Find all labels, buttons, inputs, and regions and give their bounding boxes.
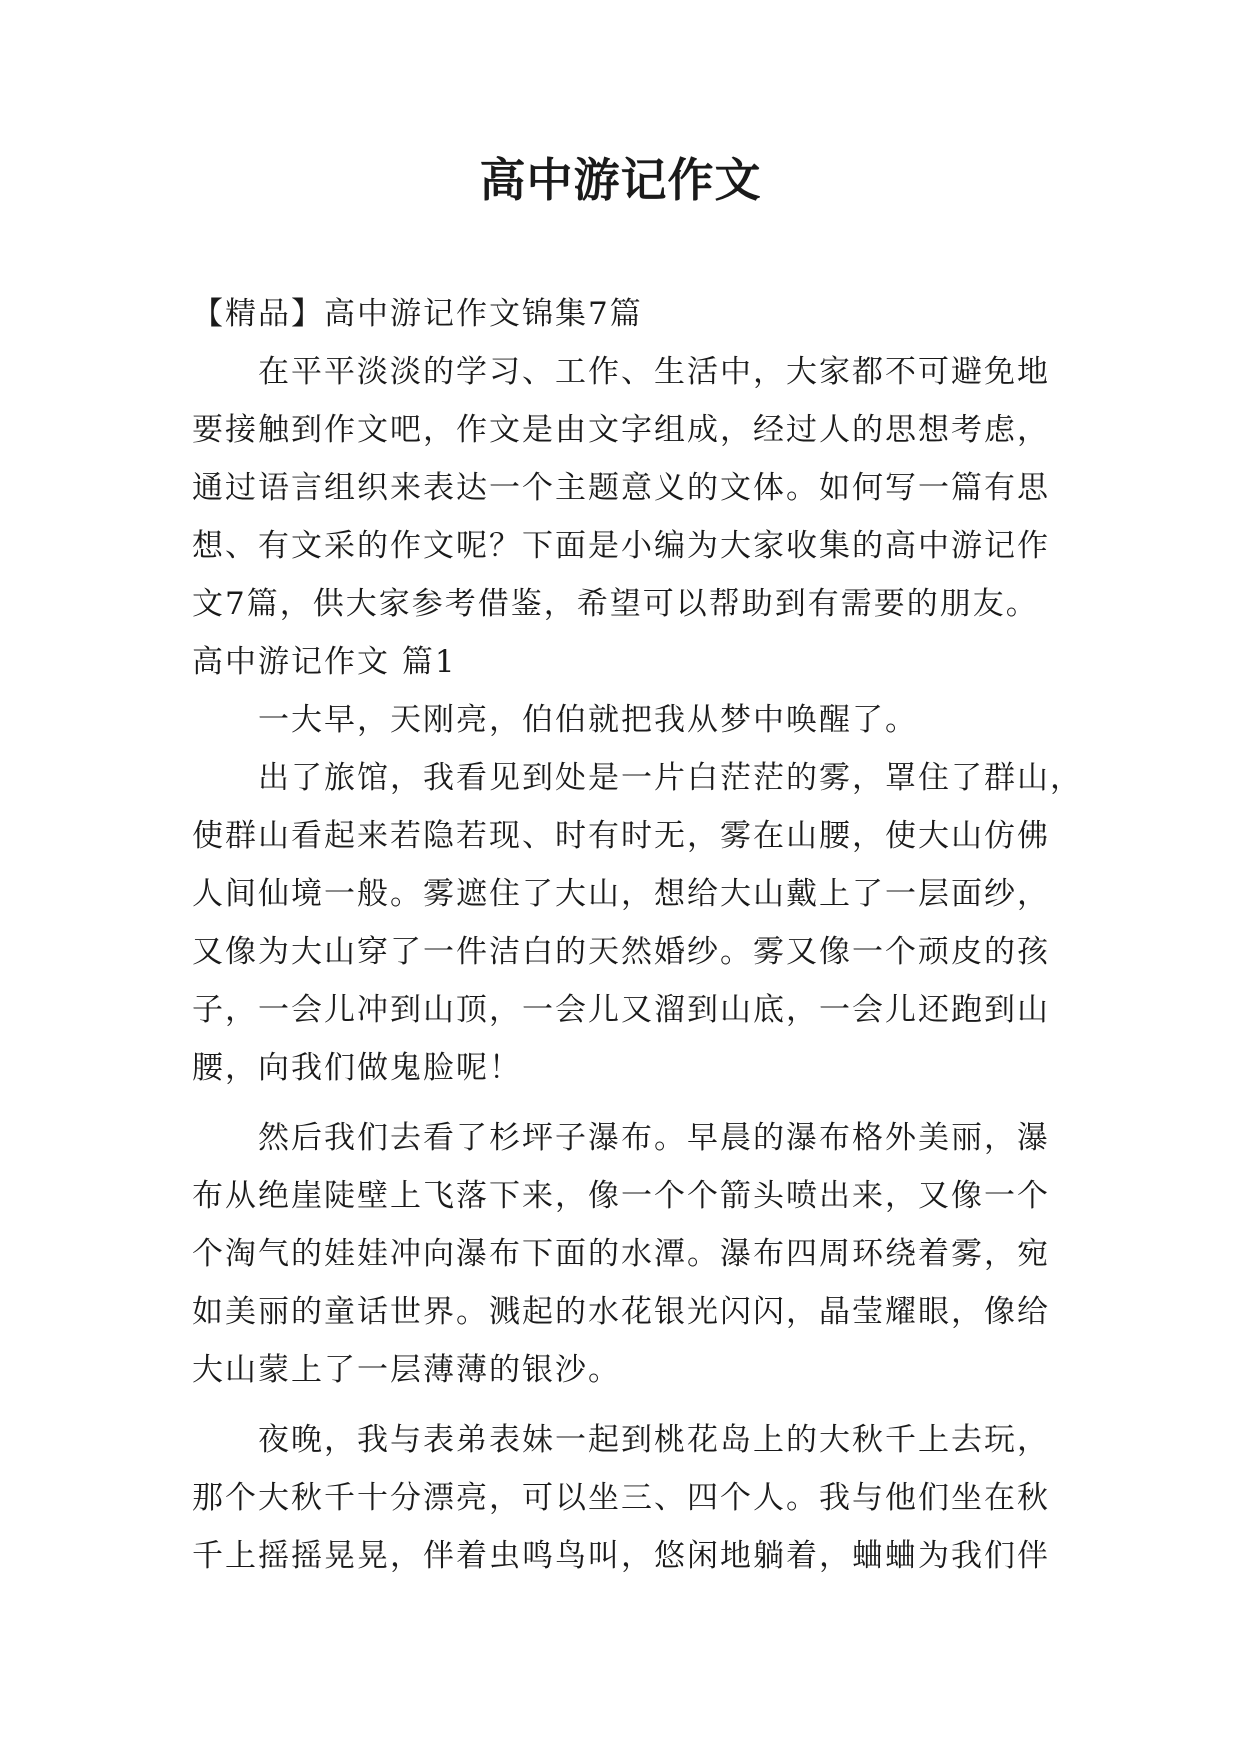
paragraph-line: 出了旅馆，我看见到处是一片白茫茫的雾，罩住了群山， <box>258 760 1083 796</box>
paragraph-line: 想、有文采的作文呢？下面是小编为大家收集的高中游记作 <box>192 528 1050 564</box>
section-heading: 高中游记作文 篇1 <box>192 644 457 680</box>
paragraph-line: 文7篇，供大家参考借鉴，希望可以帮助到有需要的朋友。 <box>192 586 1039 622</box>
paragraph-line: 在平平淡淡的学习、工作、生活中，大家都不可避免地 <box>258 354 1050 390</box>
paragraph-line: 夜晚，我与表弟表妹一起到桃花岛上的大秋千上去玩， <box>258 1422 1050 1458</box>
document-body <box>192 285 1083 1585</box>
paragraph-line: 千上摇摇晃晃，伴着虫鸣鸟叫，悠闲地躺着，蛐蛐为我们伴 <box>192 1538 1050 1574</box>
paragraph-line: 要接触到作文吧，作文是由文字组成，经过人的思想考虑， <box>192 412 1050 448</box>
paragraph-gap <box>192 1399 1072 1411</box>
paragraph-line: 那个大秋千十分漂亮，可以坐三、四个人。我与他们坐在秋 <box>192 1480 1050 1516</box>
paragraph-line: 如美丽的童话世界。溅起的水花银光闪闪，晶莹耀眼，像给 <box>192 1294 1050 1330</box>
paragraph-line: 然后我们去看了杉坪子瀑布。早晨的瀑布格外美丽，瀑 <box>258 1120 1050 1156</box>
paragraph-line: 一大早，天刚亮，伯伯就把我从梦中唤醒了。 <box>258 702 918 738</box>
paragraph-line: 使群山看起来若隐若现、时有时无，雾在山腰，使大山仿佛 <box>192 818 1050 854</box>
paragraph-line: 子，一会儿冲到山顶，一会儿又溜到山底，一会儿还跑到山 <box>192 992 1050 1028</box>
paragraph-line: 又像为大山穿了一件洁白的天然婚纱。雾又像一个顽皮的孩 <box>192 934 1050 970</box>
paragraph-line: 腰，向我们做鬼脸呢！ <box>192 1050 522 1086</box>
paragraph-line: 人间仙境一般。雾遮住了大山，想给大山戴上了一层面纱， <box>192 876 1050 912</box>
paragraph-gap <box>192 1097 1072 1109</box>
paragraph-line: 布从绝崖陡壁上飞落下来，像一个个箭头喷出来，又像一个 <box>192 1178 1050 1214</box>
paragraph-line: 大山蒙上了一层薄薄的银沙。 <box>192 1352 621 1388</box>
paragraph-line: 通过语言组织来表达一个主题意义的文体。如何写一篇有思 <box>192 470 1050 506</box>
subtitle-line: 【精品】高中游记作文锦集7篇 <box>192 296 643 332</box>
document-title: 高中游记作文 <box>479 153 762 207</box>
paragraph-line: 个淘气的娃娃冲向瀑布下面的水潭。瀑布四周环绕着雾，宛 <box>192 1236 1050 1272</box>
